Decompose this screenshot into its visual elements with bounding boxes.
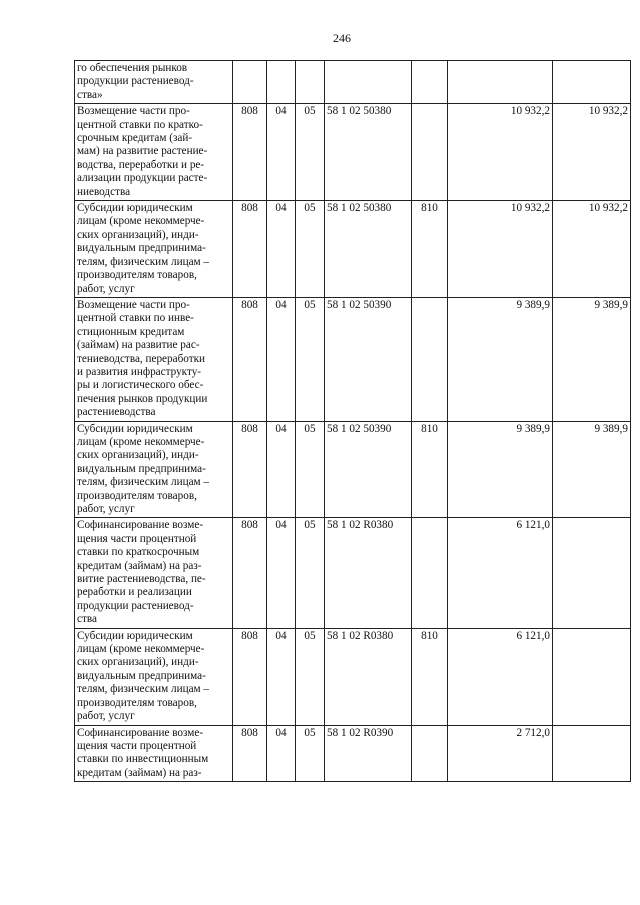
table-row (75, 421, 631, 518)
item-name-line: ских организаций), инди- (77, 656, 199, 669)
target-item-code-cell: 58 1 02 50390 (325, 297, 412, 421)
subsection-code-cell: 05 (296, 297, 325, 421)
target-item-code-cell (325, 61, 412, 104)
subsection-code-cell: 05 (296, 421, 325, 518)
target-item-code-cell: 58 1 02 R0380 (325, 518, 412, 628)
expense-type-code-cell (412, 725, 448, 782)
item-name-line: ализации продукции расте- (77, 172, 208, 185)
item-name-line: (займам) на развитие рас- (77, 339, 200, 352)
target-item-code-cell: 58 1 02 R0390 (325, 725, 412, 782)
target-item-code-cell: 58 1 02 50390 (325, 421, 412, 518)
section-code-cell: 04 (267, 104, 296, 201)
budget-table (74, 60, 631, 782)
item-name-cell (75, 104, 233, 201)
expense-type-code-cell: 810 (412, 421, 448, 518)
item-name-line: видуальным предпринима- (77, 242, 206, 255)
item-name-line: видуальным предпринима- (77, 669, 206, 682)
item-name-line: видуальным предпринима- (77, 462, 206, 475)
expense-type-code-cell (412, 518, 448, 628)
item-name-cell (75, 518, 233, 628)
table-row (75, 725, 631, 782)
amount-cell: 6 121,0 (448, 628, 553, 725)
table-row (75, 201, 631, 298)
section-code-cell: 04 (267, 518, 296, 628)
item-name-line: Софинансирование возме- (77, 726, 204, 739)
item-name-cell (75, 421, 233, 518)
item-name-line: щения части процентной (77, 532, 197, 545)
item-name-cell (75, 201, 233, 298)
item-name-line: го обеспечения рынков (77, 62, 188, 74)
item-name-cell (75, 297, 233, 421)
item-name-line: производителям товаров, (77, 696, 197, 709)
item-name-line: работ, услуг (77, 710, 135, 723)
amount-cell-second: 9 389,9 (553, 297, 631, 421)
item-name-line: работ, услуг (77, 282, 135, 295)
amount-cell-second: 10 932,2 (553, 104, 631, 201)
expense-type-code-cell: 810 (412, 201, 448, 298)
item-name-line: лицам (кроме некоммерче- (77, 215, 205, 228)
subsection-code-cell: 05 (296, 518, 325, 628)
item-name-line: кредитам (займам) на раз- (77, 559, 202, 572)
item-name-line: ставки по инвестиционным (77, 753, 209, 766)
item-name-line: продукции растениевод- (77, 75, 194, 88)
item-name-line: щения части процентной (77, 739, 197, 752)
target-item-code-cell: 58 1 02 R0380 (325, 628, 412, 725)
department-code-cell: 808 (233, 421, 267, 518)
item-name-line: реработки и реализации (77, 586, 192, 599)
section-code-cell: 04 (267, 628, 296, 725)
item-name-line: телям, физическим лицам – (77, 683, 210, 696)
item-name-line: витие растениеводства, пе- (77, 573, 206, 586)
item-name-line: телям, физическим лицам – (77, 255, 210, 268)
item-name-line: ских организаций), инди- (77, 449, 199, 462)
amount-cell: 9 389,9 (448, 297, 553, 421)
item-name-line: производителям товаров, (77, 489, 197, 502)
section-code-cell (267, 61, 296, 104)
item-name-line: центной ставки по кратко- (77, 118, 203, 131)
item-name-line: лицам (кроме некоммерче- (77, 435, 205, 448)
subsection-code-cell: 05 (296, 725, 325, 782)
department-code-cell: 808 (233, 628, 267, 725)
item-name-line: ниеводства (77, 185, 131, 198)
item-name-line: ских организаций), инди- (77, 228, 199, 241)
item-name-line: тениеводства, переработки (77, 352, 206, 365)
table-body (75, 61, 631, 782)
table-row (75, 518, 631, 628)
department-code-cell: 808 (233, 725, 267, 782)
target-item-code-cell: 58 1 02 50380 (325, 201, 412, 298)
item-name-line: работ, услуг (77, 503, 135, 515)
expense-type-code-cell: 810 (412, 628, 448, 725)
amount-cell: 10 932,2 (448, 201, 553, 298)
table-row (75, 61, 631, 104)
expense-type-code-cell (412, 104, 448, 201)
item-name-line: и развития инфраструкту- (77, 365, 202, 378)
item-name-line: печения рынков продукции (77, 392, 208, 405)
amount-cell: 10 932,2 (448, 104, 553, 201)
item-name-cell (75, 628, 233, 725)
item-name-line: телям, физическим лицам – (77, 476, 210, 489)
item-name-line: центной ставки по инве- (77, 312, 194, 325)
amount-cell-second (553, 518, 631, 628)
item-name-line: ставки по краткосрочным (77, 546, 200, 559)
item-name-line: Субсидии юридическим (77, 202, 193, 215)
item-name-line: срочным кредитам (зай- (77, 132, 193, 145)
section-code-cell: 04 (267, 421, 296, 518)
item-name-line: продукции растениевод- (77, 599, 194, 612)
item-name-line: стиционным кредитам (77, 325, 185, 338)
table-row (75, 628, 631, 725)
item-name-line: кредитам (займам) на раз- (77, 766, 202, 779)
item-name-line: Возмещение части про- (77, 298, 190, 311)
table-row (75, 297, 631, 421)
department-code-cell: 808 (233, 297, 267, 421)
amount-cell-second (553, 628, 631, 725)
amount-cell: 9 389,9 (448, 421, 553, 518)
expense-type-code-cell (412, 61, 448, 104)
item-name-cell (75, 61, 233, 104)
item-name-line: Возмещение части про- (77, 105, 190, 118)
section-code-cell: 04 (267, 201, 296, 298)
item-name-line: Субсидии юридическим (77, 422, 193, 435)
item-name-line: ства (77, 613, 97, 626)
department-code-cell (233, 61, 267, 104)
section-code-cell: 04 (267, 297, 296, 421)
item-name-line: водства, переработки и ре- (77, 158, 205, 171)
amount-cell-second (553, 61, 631, 104)
item-name-line: лицам (кроме некоммерче- (77, 643, 205, 656)
subsection-code-cell: 05 (296, 104, 325, 201)
item-name-line: мам) на развитие растение- (77, 145, 208, 158)
item-name-line: ры и логистического обес- (77, 379, 204, 392)
amount-cell-second: 9 389,9 (553, 421, 631, 518)
item-name-line: производителям товаров, (77, 269, 197, 282)
item-name-cell (75, 725, 233, 782)
amount-cell: 2 712,0 (448, 725, 553, 782)
subsection-code-cell: 05 (296, 628, 325, 725)
amount-cell-second: 10 932,2 (553, 201, 631, 298)
page-number: 246 (333, 31, 351, 45)
item-name-line: Софинансирование возме- (77, 519, 204, 532)
department-code-cell: 808 (233, 518, 267, 628)
amount-cell: 6 121,0 (448, 518, 553, 628)
department-code-cell: 808 (233, 104, 267, 201)
target-item-code-cell: 58 1 02 50380 (325, 104, 412, 201)
item-name-line: растениеводства (77, 406, 156, 419)
subsection-code-cell: 05 (296, 201, 325, 298)
table-row (75, 104, 631, 201)
item-name-line: ства» (77, 88, 103, 101)
amount-cell (448, 61, 553, 104)
section-code-cell: 04 (267, 725, 296, 782)
subsection-code-cell (296, 61, 325, 104)
expense-type-code-cell (412, 297, 448, 421)
item-name-line: Субсидии юридическим (77, 629, 193, 642)
department-code-cell: 808 (233, 201, 267, 298)
amount-cell-second (553, 725, 631, 782)
